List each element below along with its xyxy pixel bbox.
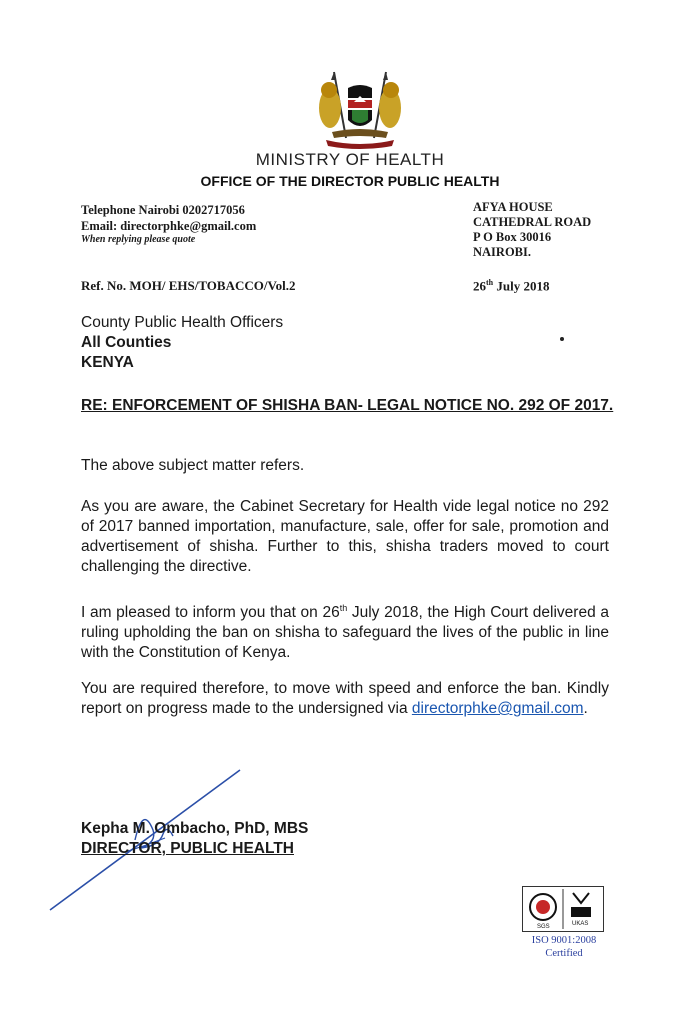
- body-paragraph-4: [81, 679, 609, 719]
- date-day: 26: [473, 278, 486, 294]
- address-line-1: AFYA HOUSE: [473, 200, 553, 214]
- sgs-label: SGS: [537, 924, 550, 930]
- subject-line: RE: ENFORCEMENT OF SHISHA BAN- LEGAL NOTICE NO. 292 OF 2017.: [81, 397, 614, 414]
- email-line: Email: directorphke@gmail.com: [81, 219, 257, 233]
- p4-text-b: .: [583, 700, 588, 717]
- addressee-line-2: All Counties: [81, 334, 172, 351]
- letter-date: [473, 278, 549, 294]
- p4-text-a: You are required therefore, to move with speed and enforce the ban. Kindly report on progress made to the undersigned via: [81, 680, 609, 717]
- body-paragraph-2: As you are aware, the Cabinet Secretary for Health vide legal notice no 292 of 2017 banned importation, manufacture, sale, offer for sale, promotion and advertisement of shisha. Further to this, shisha traders moved to court challenging the directive.: [81, 498, 609, 575]
- reply-quote-note: When replying please quote: [81, 234, 196, 245]
- addressee-line-1: County Public Health Officers: [81, 314, 284, 331]
- contact-block-right: [473, 200, 591, 260]
- p3-suffix: th: [339, 603, 348, 613]
- signatory-title: DIRECTOR, PUBLIC HEALTH: [81, 840, 294, 857]
- certification-logos: [522, 886, 604, 932]
- p3-text-b: July 2018, the High Court delivered a ruling upholding the ban on shisha to safeguard the lives of the public in line with the Constitution of Kenya.: [81, 604, 609, 662]
- email-link[interactable]: directorphke@gmail.com: [411, 700, 584, 717]
- address-line-3: P O Box 30016: [473, 230, 552, 244]
- iso-certification-text: [522, 934, 606, 960]
- telephone-line: Telephone Nairobi 0202717056: [81, 203, 245, 217]
- date-rest: July 2018: [493, 278, 550, 294]
- reference-number: Ref. No. MOH/ EHS/TOBACCO/Vol.2: [81, 278, 296, 293]
- sgs-ukas-logo-icon: [523, 887, 603, 931]
- address-line-4: NAIROBI.: [473, 245, 531, 259]
- date-suffix: th: [486, 278, 494, 287]
- kenya-coat-of-arms-icon: [312, 68, 408, 152]
- addressee-block: [81, 313, 283, 373]
- body-paragraph-1: The above subject matter refers.: [81, 457, 305, 474]
- body-paragraph-3: [81, 598, 609, 663]
- ministry-title: MINISTRY OF HEALTH: [255, 150, 445, 169]
- p3-text-a: I am pleased to inform you that on 26: [81, 604, 340, 622]
- ukas-label: UKAS: [572, 921, 589, 927]
- ink-speck: [560, 337, 564, 341]
- iso-line-2: Certified: [545, 948, 583, 959]
- signatory-name: Kepha M. Ombacho, PhD, MBS: [81, 820, 309, 837]
- office-title: OFFICE OF THE DIRECTOR PUBLIC HEALTH: [200, 173, 500, 189]
- contact-block-left: [81, 202, 256, 246]
- addressee-line-3: KENYA: [81, 354, 134, 371]
- address-line-2: CATHEDRAL ROAD: [473, 215, 592, 229]
- iso-line-1: ISO 9001:2008: [531, 935, 597, 946]
